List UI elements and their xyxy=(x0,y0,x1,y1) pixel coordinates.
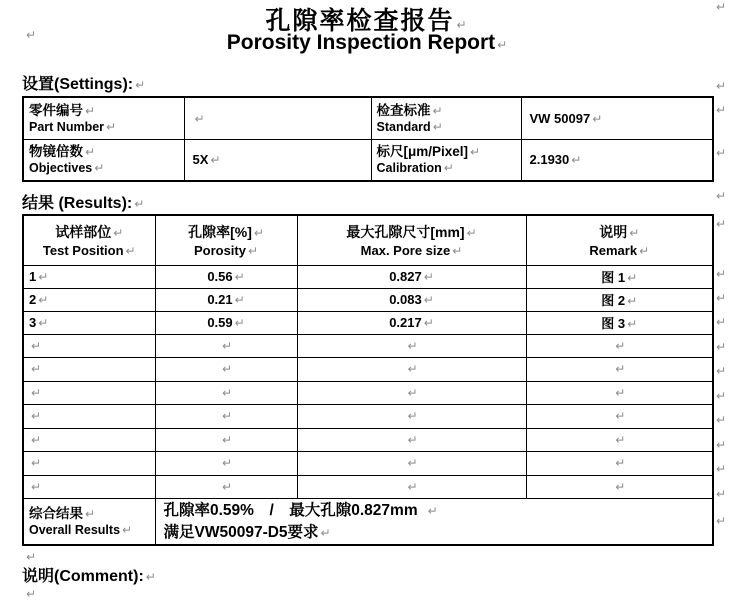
empty-cell xyxy=(155,405,297,429)
empty-cell xyxy=(297,428,526,452)
pilcrow-mark-icon: ↵ xyxy=(106,119,117,134)
col-pore-size-cn: 最大孔隙尺寸[mm] xyxy=(346,223,465,240)
end-of-row-mark-icon: ↵ xyxy=(716,514,727,528)
empty-cell xyxy=(155,452,297,476)
pilcrow-mark-icon: ↵ xyxy=(31,409,42,424)
pilcrow-mark-icon: ↵ xyxy=(432,119,443,134)
cell-porosity xyxy=(155,265,297,288)
overall-line1: 孔隙率0.59% / 最大孔隙0.827mm xyxy=(163,502,418,519)
pilcrow-mark-icon: ↵ xyxy=(135,78,146,92)
pilcrow-mark-icon: ↵ xyxy=(26,550,37,564)
pilcrow-mark-icon: ↵ xyxy=(423,316,434,330)
pilcrow-mark-icon: ↵ xyxy=(627,271,638,285)
pilcrow-mark-icon: ↵ xyxy=(407,338,418,353)
empty-cell xyxy=(526,334,713,358)
calibration-value-text: 2.1930 xyxy=(529,152,570,168)
pilcrow-mark-icon: ↵ xyxy=(31,432,42,447)
end-of-row-mark-icon: ↵ xyxy=(716,413,727,427)
report-title-en xyxy=(22,28,712,55)
objectives-value-text: 5X xyxy=(192,152,209,168)
table-row-2 xyxy=(23,288,713,311)
overall-results-value xyxy=(155,499,713,546)
empty-cell xyxy=(155,428,297,452)
empty-cell xyxy=(526,405,713,429)
pilcrow-mark-icon: ↵ xyxy=(571,153,582,168)
end-of-row-mark-icon: ↵ xyxy=(716,487,727,501)
empty-cell xyxy=(526,475,713,499)
end-of-row-mark-icon: ↵ xyxy=(716,389,727,403)
pilcrow-mark-icon: ↵ xyxy=(26,28,37,42)
pilcrow-mark-icon: ↵ xyxy=(407,432,418,447)
empty-cell xyxy=(155,381,297,405)
objectives-value xyxy=(184,139,371,181)
pilcrow-mark-icon: ↵ xyxy=(466,225,477,240)
settings-heading xyxy=(22,71,145,94)
end-of-row-mark-icon: ↵ xyxy=(716,315,727,329)
results-header-row xyxy=(23,215,713,265)
empty-cell xyxy=(526,358,713,382)
empty-cell xyxy=(297,405,526,429)
end-of-row-mark-icon: ↵ xyxy=(716,0,727,14)
empty-cell xyxy=(23,452,155,476)
pilcrow-mark-icon: ↵ xyxy=(234,293,245,307)
standard-label xyxy=(371,97,521,139)
empty-cell xyxy=(23,358,155,382)
pilcrow-mark-icon: ↵ xyxy=(253,225,264,240)
pilcrow-mark-icon: ↵ xyxy=(221,338,233,353)
empty-cell xyxy=(297,452,526,476)
column-header-porosity xyxy=(155,215,297,265)
cell-remark xyxy=(526,265,713,288)
cell-position-text: 3 xyxy=(29,315,37,330)
calibration-label-en: Calibration xyxy=(376,161,442,176)
settings-row-2 xyxy=(23,139,713,181)
pilcrow-mark-icon: ↵ xyxy=(194,111,205,126)
empty-cell xyxy=(526,428,713,452)
cell-pore-size xyxy=(297,311,526,334)
calibration-label-cn: 标尺[μm/Pixel] xyxy=(376,144,469,160)
col-test-position-cn: 试样部位 xyxy=(55,223,112,240)
pilcrow-mark-icon: ↵ xyxy=(221,385,233,400)
end-of-row-mark-icon: ↵ xyxy=(716,438,727,452)
table-row-3 xyxy=(23,311,713,334)
empty-cell xyxy=(526,381,713,405)
pilcrow-mark-icon: ↵ xyxy=(615,385,626,400)
pilcrow-mark-icon: ↵ xyxy=(407,385,418,400)
pilcrow-mark-icon: ↵ xyxy=(432,103,443,118)
empty-row xyxy=(23,428,713,452)
empty-cell xyxy=(23,381,155,405)
pilcrow-mark-icon: ↵ xyxy=(122,523,133,538)
pilcrow-mark-icon: ↵ xyxy=(134,197,145,211)
cell-pore-size-text: 0.827 xyxy=(389,269,422,284)
objectives-label xyxy=(23,139,184,181)
pilcrow-mark-icon: ↵ xyxy=(423,270,434,284)
pilcrow-mark-icon: ↵ xyxy=(627,294,638,308)
cell-remark-text: 图 2 xyxy=(601,293,626,308)
pilcrow-mark-icon: ↵ xyxy=(26,587,37,601)
calibration-value xyxy=(521,139,713,181)
pilcrow-mark-icon: ↵ xyxy=(221,432,233,447)
pilcrow-mark-icon: ↵ xyxy=(247,243,259,258)
cell-remark xyxy=(526,288,713,311)
cell-porosity-text: 0.59 xyxy=(207,315,233,330)
pilcrow-mark-icon: ↵ xyxy=(31,385,42,400)
cell-pore-size xyxy=(297,288,526,311)
empty-row xyxy=(23,358,713,382)
pilcrow-mark-icon: ↵ xyxy=(31,456,42,471)
part-number-label xyxy=(23,97,184,139)
pilcrow-mark-icon: ↵ xyxy=(38,316,49,330)
empty-cell xyxy=(297,334,526,358)
pilcrow-mark-icon: ↵ xyxy=(210,153,221,168)
empty-row xyxy=(23,405,713,429)
empty-cell xyxy=(297,381,526,405)
cell-remark-text: 图 3 xyxy=(601,316,626,331)
pilcrow-mark-icon: ↵ xyxy=(629,225,640,240)
empty-cell xyxy=(526,452,713,476)
comment-heading xyxy=(22,563,156,586)
col-test-position-en: Test Position xyxy=(42,242,124,258)
empty-cell xyxy=(155,334,297,358)
part-number-label-en: Part Number xyxy=(29,119,105,134)
col-porosity-cn: 孔隙率[%] xyxy=(188,223,252,240)
pilcrow-mark-icon: ↵ xyxy=(407,456,418,471)
cell-position xyxy=(23,311,155,334)
cell-pore-size-text: 0.217 xyxy=(389,315,422,330)
pilcrow-mark-icon: ↵ xyxy=(615,432,626,447)
standard-value-text: VW 50097 xyxy=(529,110,591,126)
cell-position xyxy=(23,288,155,311)
end-of-row-mark-icon: ↵ xyxy=(716,364,727,378)
overall-results-label xyxy=(23,499,155,546)
overall-label-cn: 综合结果 xyxy=(29,506,83,522)
end-of-row-mark-icon: ↵ xyxy=(716,146,727,160)
cell-position-text: 2 xyxy=(29,292,37,307)
empty-cell xyxy=(297,475,526,499)
pilcrow-mark-icon: ↵ xyxy=(125,243,136,258)
pilcrow-mark-icon: ↵ xyxy=(38,293,49,307)
objectives-label-en: Objectives xyxy=(29,161,93,176)
empty-cell xyxy=(297,358,526,382)
part-number-value xyxy=(184,97,371,139)
pilcrow-mark-icon: ↵ xyxy=(85,103,96,118)
cell-remark-text: 图 1 xyxy=(601,270,626,285)
end-of-row-mark-icon: ↵ xyxy=(716,462,727,476)
overall-results-row xyxy=(23,499,713,546)
pilcrow-mark-icon: ↵ xyxy=(407,409,418,424)
empty-cell xyxy=(155,475,297,499)
pilcrow-mark-icon: ↵ xyxy=(615,409,626,424)
pilcrow-mark-icon: ↵ xyxy=(497,38,508,52)
empty-row xyxy=(23,334,713,358)
cell-porosity xyxy=(155,288,297,311)
end-of-row-mark-icon: ↵ xyxy=(716,189,727,203)
pilcrow-mark-icon: ↵ xyxy=(320,525,331,540)
pilcrow-mark-icon: ↵ xyxy=(85,145,96,160)
pilcrow-mark-icon: ↵ xyxy=(615,362,626,377)
cell-porosity-text: 0.21 xyxy=(207,292,233,307)
table-row-1 xyxy=(23,265,713,288)
end-of-row-mark-icon: ↵ xyxy=(716,267,727,281)
empty-cell xyxy=(23,428,155,452)
pilcrow-mark-icon: ↵ xyxy=(443,161,454,176)
pilcrow-mark-icon: ↵ xyxy=(113,225,124,240)
comment-heading-text: 说明(Comment): xyxy=(22,568,144,585)
settings-table xyxy=(22,96,714,182)
pilcrow-mark-icon: ↵ xyxy=(94,161,105,176)
pilcrow-mark-icon: ↵ xyxy=(407,362,418,377)
cell-remark xyxy=(526,311,713,334)
results-table xyxy=(22,214,714,546)
column-header-test-position xyxy=(23,215,155,265)
pilcrow-mark-icon: ↵ xyxy=(407,479,418,494)
pilcrow-mark-icon: ↵ xyxy=(221,479,233,494)
settings-row-1 xyxy=(23,97,713,139)
pilcrow-mark-icon: ↵ xyxy=(221,456,233,471)
column-header-remark xyxy=(526,215,713,265)
end-of-row-mark-icon: ↵ xyxy=(716,79,727,93)
empty-row xyxy=(23,381,713,405)
pilcrow-mark-icon: ↵ xyxy=(427,504,438,518)
cell-porosity-text: 0.56 xyxy=(207,269,233,284)
overall-line2: 满足VW50097-D5要求 xyxy=(163,523,319,541)
settings-heading-text: 设置(Settings): xyxy=(22,76,134,93)
report-title-cn-text: 孔隙率检查报告 xyxy=(265,8,455,35)
pilcrow-mark-icon: ↵ xyxy=(221,409,233,424)
calibration-label xyxy=(371,139,521,181)
pilcrow-mark-icon: ↵ xyxy=(592,111,603,126)
overall-label-en: Overall Results xyxy=(29,523,121,538)
end-of-row-mark-icon: ↵ xyxy=(716,103,727,117)
pilcrow-mark-icon: ↵ xyxy=(452,243,463,258)
col-porosity-en: Porosity xyxy=(193,242,246,258)
empty-row xyxy=(23,475,713,499)
pilcrow-mark-icon: ↵ xyxy=(423,293,434,307)
cell-position-text: 1 xyxy=(29,269,37,284)
col-remark-en: Remark xyxy=(589,242,638,258)
standard-label-en: Standard xyxy=(376,119,431,134)
end-of-row-mark-icon: ↵ xyxy=(716,291,727,305)
part-number-label-cn: 零件编号 xyxy=(29,102,83,118)
pilcrow-mark-icon: ↵ xyxy=(615,338,626,353)
cell-pore-size-text: 0.083 xyxy=(389,292,422,307)
col-remark-cn: 说明 xyxy=(599,223,628,240)
report-title-en-text: Porosity Inspection Report xyxy=(226,31,496,54)
pilcrow-mark-icon: ↵ xyxy=(470,145,481,160)
objectives-label-cn: 物镜倍数 xyxy=(29,144,83,160)
column-header-pore-size xyxy=(297,215,526,265)
empty-cell xyxy=(23,334,155,358)
pilcrow-mark-icon: ↵ xyxy=(615,479,626,494)
pilcrow-mark-icon: ↵ xyxy=(456,18,469,32)
pilcrow-mark-icon: ↵ xyxy=(221,362,233,377)
pilcrow-mark-icon: ↵ xyxy=(234,316,245,330)
empty-row xyxy=(23,452,713,476)
end-of-row-mark-icon: ↵ xyxy=(716,217,727,231)
pilcrow-mark-icon: ↵ xyxy=(627,317,638,331)
pilcrow-mark-icon: ↵ xyxy=(31,338,42,353)
pilcrow-mark-icon: ↵ xyxy=(31,479,42,494)
cell-position xyxy=(23,265,155,288)
empty-cell xyxy=(23,405,155,429)
pilcrow-mark-icon: ↵ xyxy=(145,570,156,584)
pilcrow-mark-icon: ↵ xyxy=(615,456,626,471)
pilcrow-mark-icon: ↵ xyxy=(85,507,96,522)
cell-porosity xyxy=(155,311,297,334)
results-heading xyxy=(22,190,144,213)
results-heading-text: 结果 (Results): xyxy=(22,195,133,212)
standard-label-cn: 检查标准 xyxy=(376,102,431,118)
pilcrow-mark-icon: ↵ xyxy=(234,270,245,284)
col-pore-size-en: Max. Pore size xyxy=(360,242,451,258)
pilcrow-mark-icon: ↵ xyxy=(639,243,650,258)
cell-pore-size xyxy=(297,265,526,288)
pilcrow-mark-icon: ↵ xyxy=(31,362,42,377)
pilcrow-mark-icon: ↵ xyxy=(38,270,49,284)
standard-value xyxy=(521,97,713,139)
empty-cell xyxy=(155,358,297,382)
empty-cell xyxy=(23,475,155,499)
end-of-row-mark-icon: ↵ xyxy=(716,340,727,354)
